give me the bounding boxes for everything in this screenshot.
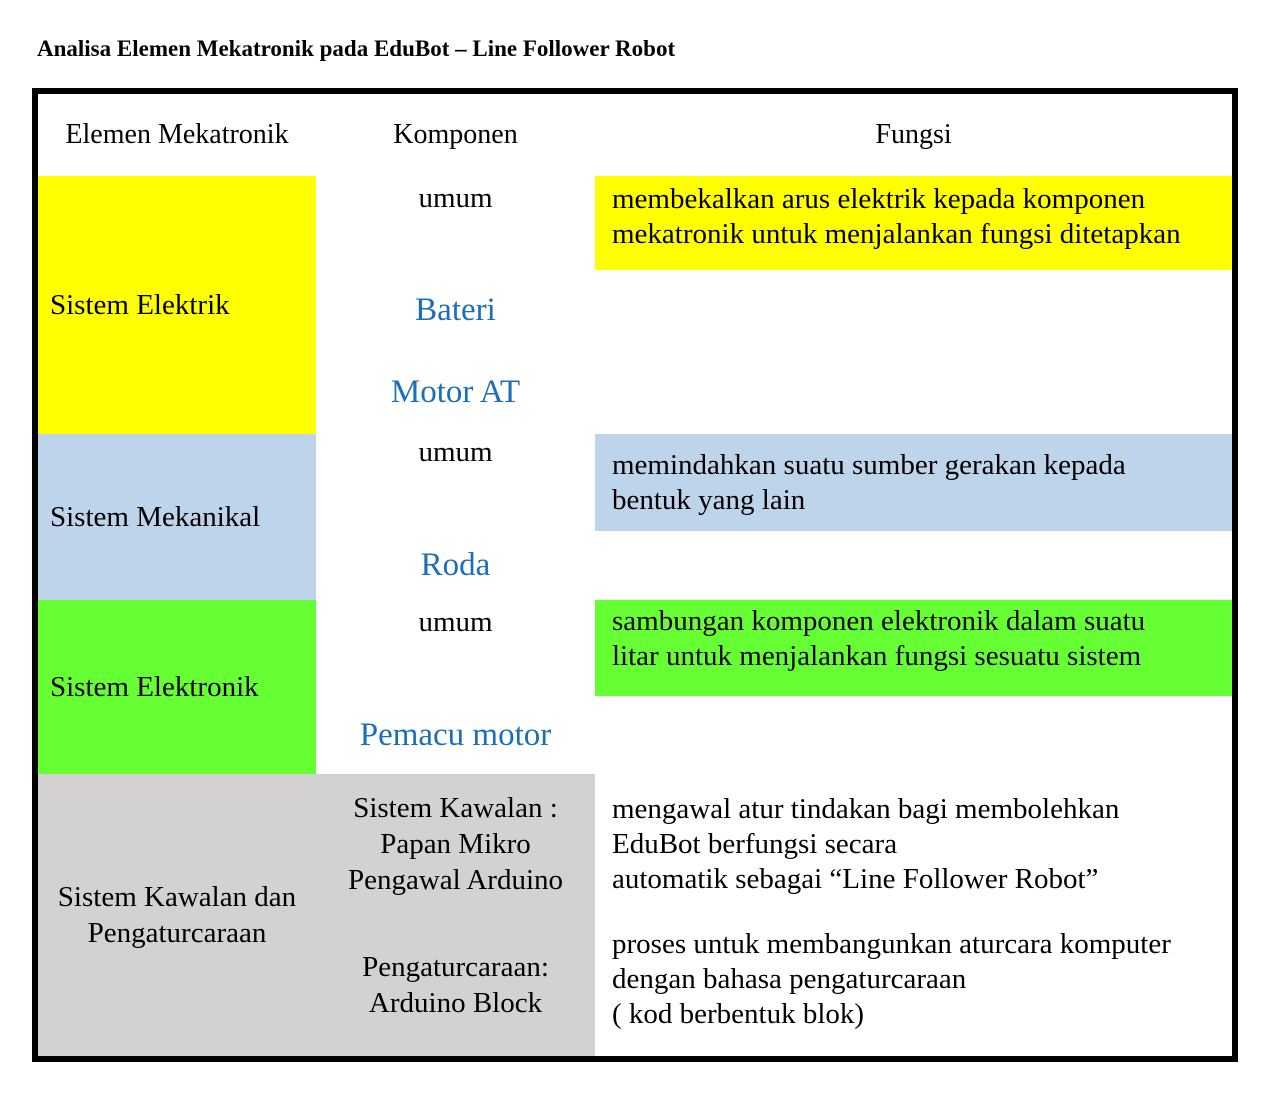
fungsi-umum-mekanikal <box>595 434 1232 533</box>
fungsi-line: mengawal atur tindakan bagi membolehkan <box>612 793 1120 825</box>
fungsi-umum-elektronik <box>595 600 1232 698</box>
component-line: Pengawal Arduino <box>347 863 564 896</box>
component-line: Pengaturcaraan: <box>362 950 549 983</box>
fungsi-line: automatik sebagai “Line Follower Robot” <box>612 863 1099 895</box>
component-umum-elektrik: umum <box>316 176 597 272</box>
component-line: Arduino Block <box>368 986 543 1019</box>
component-papan-mikro <box>316 774 597 915</box>
component-motor-at: Motor AT <box>316 351 597 436</box>
fungsi-umum-elektrik <box>595 176 1232 272</box>
fungsi-line: dengan bahasa pengaturcaraan <box>612 963 967 995</box>
component-line: Papan Mikro <box>380 827 531 860</box>
component-roda: Roda <box>316 531 597 602</box>
element-label-line: Pengaturcaraan <box>87 917 267 949</box>
fungsi-line: EduBot berfungsi secara <box>612 828 898 860</box>
fungsi-pemacu-motor <box>595 696 1232 776</box>
fungsi-motor-at <box>595 351 1232 436</box>
fungsi-line: membekalkan arus elektrik kepada komponen <box>612 183 1146 215</box>
header-komponen: Komponen <box>316 94 597 178</box>
element-sistem-mekanikal: Sistem Mekanikal <box>38 434 318 602</box>
header-elemen: Elemen Mekatronik <box>38 94 318 178</box>
header-fungsi: Fungsi <box>595 94 1232 178</box>
fungsi-line: bentuk yang lain <box>612 484 806 516</box>
component-umum-mekanikal: umum <box>316 434 597 533</box>
fungsi-line: memindahkan suatu sumber gerakan kepada <box>612 449 1126 481</box>
fungsi-line: litar untuk menjalankan fungsi sesuatu sistem <box>612 640 1142 672</box>
element-sistem-kawalan <box>38 774 318 1056</box>
mechatronics-table <box>32 88 1238 1062</box>
fungsi-line: sambungan komponen elektronik dalam suatu <box>612 605 1146 637</box>
element-sistem-elektrik: Sistem Elektrik <box>38 176 318 436</box>
fungsi-line: mekatronik untuk menjalankan fungsi ditetapkan <box>612 218 1181 250</box>
fungsi-line: ( kod berbentuk blok) <box>612 998 865 1030</box>
element-label-line: Sistem Kawalan dan <box>57 881 297 913</box>
fungsi-roda <box>595 531 1232 602</box>
fungsi-line: proses untuk membangunkan aturcara komputer <box>612 928 1171 960</box>
document-title: Analisa Elemen Mekatronik pada EduBot – Line Follower Robot <box>37 36 676 61</box>
component-arduino-block <box>316 913 597 1056</box>
component-line: Sistem Kawalan : <box>353 791 558 824</box>
component-bateri: Bateri <box>316 270 597 353</box>
fungsi-bateri <box>595 270 1232 353</box>
fungsi-arduino-block <box>595 913 1232 1056</box>
element-sistem-elektronik: Sistem Elektronik <box>38 600 318 776</box>
component-umum-elektronik: umum <box>316 600 597 698</box>
component-pemacu-motor: Pemacu motor <box>316 696 597 776</box>
fungsi-papan-mikro <box>595 774 1232 915</box>
